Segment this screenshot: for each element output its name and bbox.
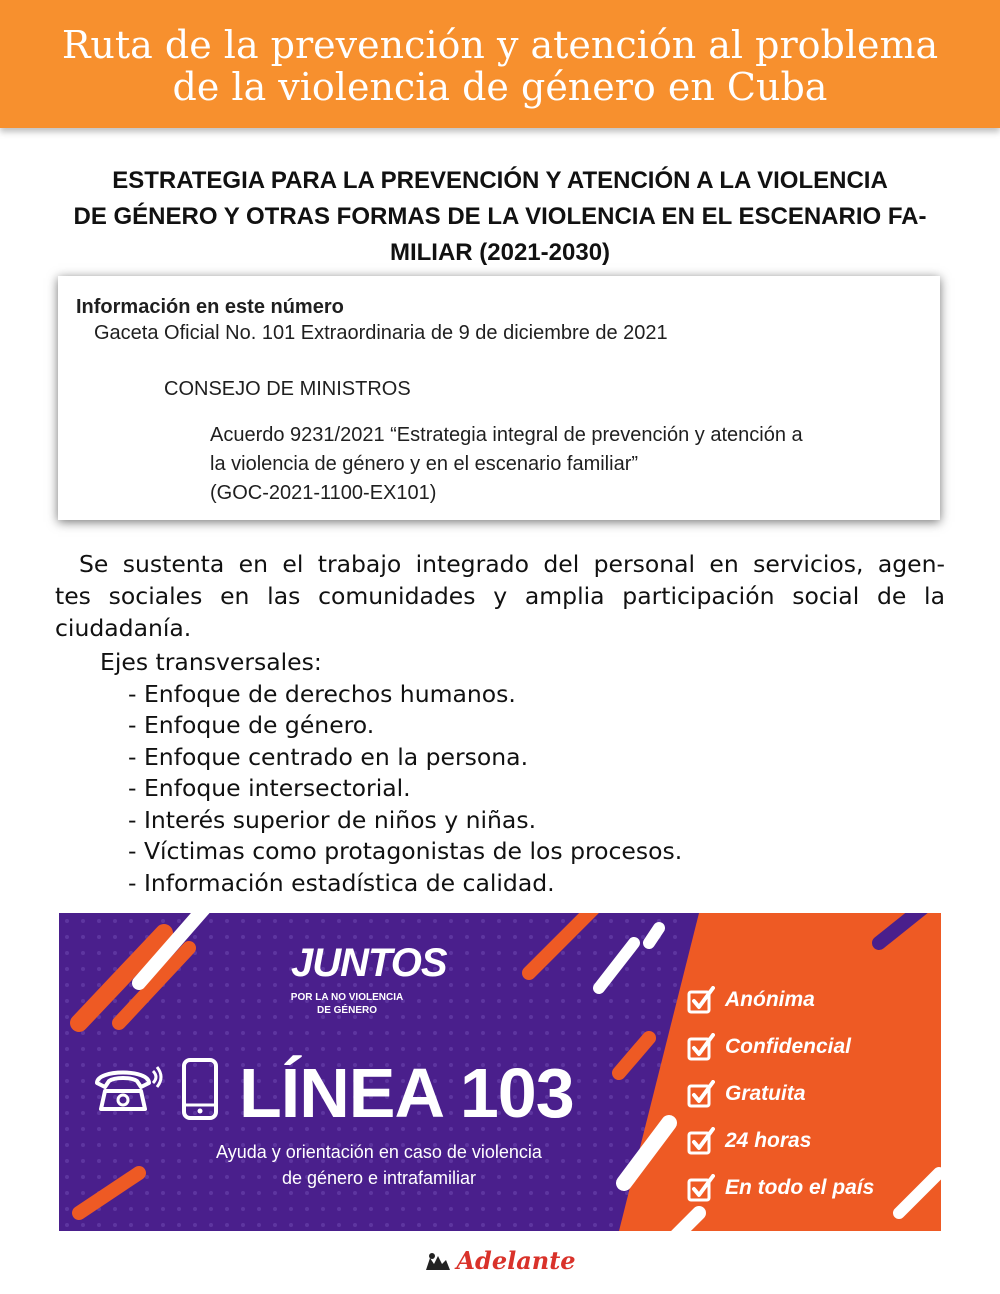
checkbox-icon: [687, 1033, 715, 1061]
header-title-line-1: Ruta de la prevención y atención al problema: [61, 23, 939, 67]
logo-sub-line-1: POR LA NO VIOLENCIA: [290, 992, 404, 1003]
checkbox-icon: [687, 1127, 715, 1155]
feature-label: Confidencial: [725, 1035, 852, 1058]
body-line-3: ciudadanía.: [55, 614, 192, 642]
hotline-description-line-2: de género e intrafamiliar: [281, 1168, 477, 1188]
feature-label: Gratuita: [725, 1082, 806, 1105]
gazette-clipping: [58, 276, 940, 520]
strategy-title-line-3: MILIAR (2021-2030): [389, 239, 611, 266]
checkbox-icon: [687, 1174, 715, 1202]
strategy-title-line-1: ESTRATEGIA PARA LA PREVENCIÓN Y ATENCIÓN A LA VIOLENCIA: [112, 167, 888, 194]
axes-item: - Información estadística de calidad.: [128, 868, 555, 897]
gazette-issue: Gaceta Oficial No. 101 Extraordinaria de 9 de diciembre de 2021: [94, 322, 668, 344]
logo-sub-line-2: DE GÉNERO: [316, 1005, 377, 1016]
gazette-council: CONSEJO DE MINISTROS: [164, 378, 411, 400]
body-line-2: tes sociales en las comunidades y amplia participación social de la: [55, 582, 945, 610]
feature-item: [687, 1173, 927, 1220]
juntos-logo: JUNTOS: [291, 941, 447, 985]
checkbox-icon: [687, 986, 715, 1014]
feature-label: En todo el país: [725, 1176, 875, 1199]
axes-item: - Enfoque centrado en la persona.: [128, 742, 529, 771]
axes-title: Ejes transversales:: [100, 648, 322, 676]
mobile-phone-icon: [181, 1057, 221, 1121]
axes-item: - Enfoque de género.: [128, 711, 375, 739]
checkbox-icon: [687, 1080, 715, 1108]
body-paragraph: [55, 548, 945, 644]
juntos-logo-subtitle: [287, 991, 407, 1017]
adelante-emblem-icon: [424, 1252, 452, 1274]
telephone-icon: [91, 1061, 163, 1115]
gazette-agreement-line-2: la violencia de género y en el escenario familiar”: [210, 453, 639, 475]
adelante-logo: [424, 1246, 575, 1275]
feature-item: [687, 1126, 927, 1173]
gazette-agreement: [210, 421, 930, 508]
strategy-title: [40, 163, 960, 271]
axes-item: - Enfoque de derechos humanos.: [128, 679, 516, 708]
axes-item: - Enfoque intersectorial.: [128, 774, 411, 802]
hotline-banner: [59, 913, 941, 1231]
page-header: [0, 0, 1000, 128]
body-line-1: Se sustenta en el trabajo integrado del personal en servicios, agen-: [79, 550, 945, 578]
feature-item: [687, 1032, 927, 1079]
strategy-title-line-2: DE GÉNERO Y OTRAS FORMAS DE LA VIOLENCIA EN EL ESCENARIO FA-: [73, 203, 927, 230]
feature-label: Anónima: [725, 988, 815, 1011]
hotline-description: [169, 1139, 589, 1191]
feature-item: [687, 1079, 927, 1126]
axes-item: - Víctimas como protagonistas de los procesos.: [128, 837, 683, 865]
feature-label: 24 horas: [725, 1129, 812, 1152]
hotline-description-line-1: Ayuda y orientación en caso de violencia: [216, 1142, 542, 1162]
hotline-number: LÍNEA 103: [239, 1054, 574, 1132]
page-footer: [0, 1246, 1000, 1275]
footer-brand: Adelante: [456, 1246, 576, 1275]
axes-item: - Interés superior de niños y niñas.: [128, 805, 537, 834]
gazette-agreement-line-1: Acuerdo 9231/2021 “Estrategia integral de prevención y atención a: [210, 424, 803, 446]
feature-item: [687, 985, 927, 1032]
header-title-line-2: de la violencia de género en Cuba: [172, 65, 828, 109]
axes-list: [100, 679, 682, 900]
hotline-features: [687, 985, 927, 1220]
gazette-heading: Información en este número: [76, 296, 344, 318]
transversal-axes: [100, 647, 682, 899]
gazette-agreement-line-3: (GOC-2021-1100-EX101): [210, 482, 437, 504]
